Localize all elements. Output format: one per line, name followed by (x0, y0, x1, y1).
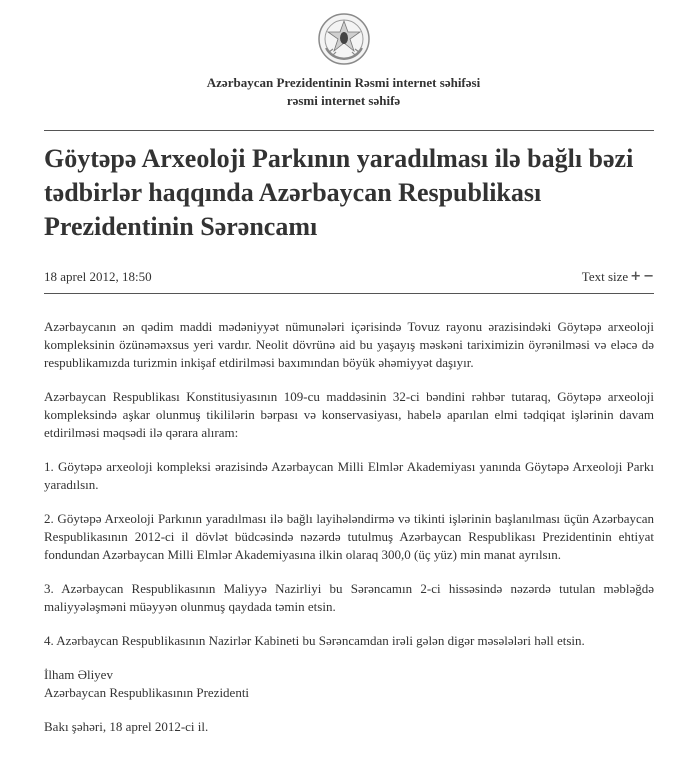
plus-icon[interactable]: + (630, 269, 642, 284)
paragraph: 3. Azərbaycan Respublikasının Maliyyə Nazirliyi bu Sərəncamın 2-ci hissəsində nəzərdə tutulan məbləğdə maliyyələşməni müəyyən olunmuş qaydada təmin etsin. (44, 581, 654, 614)
azerbaijan-emblem-icon[interactable] (317, 12, 371, 66)
text-size-control (582, 268, 654, 286)
meta-divider (44, 293, 654, 294)
paragraph: 1. Göytəpə arxeoloji kompleksi ərazisində Azərbaycan Milli Elmlər Akademiyası yanında Göytəpə Arxeoloji Parkı yaradılsın. (44, 459, 654, 492)
paragraph: Azərbaycanın ən qədim maddi mədəniyyət nümunələri içərisində Tovuz rayonu ərazisindəki Göytəpə arxeoloji kompleksinin özünəməxsus yeri vardır. Neolit dövrünə aid bu yaşayış məskəni tariximizin öyrənilməsi və eləcə də respublikamızda turizmin inkişaf etdirilməsi baxımından böyük əhəmiyyət daşıyır. (44, 319, 654, 370)
site-header (0, 12, 687, 110)
signature-block (44, 666, 654, 702)
document-title: Göytəpə Arxeoloji Parkının yaradılması ilə bağlı bəzi tədbirlər haqqında Azərbaycan Respublikası Prezidentinin Sərəncamı (44, 144, 634, 241)
minus-icon[interactable]: − (643, 269, 654, 284)
document-body (44, 318, 654, 752)
signature-position: Azərbaycan Respublikasının Prezidenti (44, 685, 250, 700)
site-subtitle: rəsmi internet səhifə (286, 93, 401, 108)
signature-name: İlham Əliyev (44, 667, 113, 682)
text-size-label: Text size (581, 269, 629, 284)
place-date: Bakı şəhəri, 18 aprel 2012-ci il. (44, 719, 209, 734)
document-meta (44, 268, 654, 288)
header-divider (44, 130, 654, 131)
paragraph: 2. Göytəpə Arxeoloji Parkının yaradılması ilə bağlı layihələndirmə və tikinti işlərinin başlanılması üçün Azərbaycan Respublikasının 2012-ci il dövlət büdcəsində nəzərdə tutulmuş Azərbaycan Respublikası Prezidentinin ehtiyat fondundan Azərbaycan Milli Elmlər Akademiyasına ilkin olaraq 300,0 (üç yüz) min manat ayrılsın. (44, 511, 654, 562)
paragraph: 4. Azərbaycan Respublikasının Nazirlər Kabineti bu Sərəncamdan irəli gələn digər məsələləri həll etsin. (44, 633, 585, 648)
site-title: Azərbaycan Prezidentinin Rəsmi internet səhifəsi (206, 75, 481, 90)
document-date: 18 aprel 2012, 18:50 (44, 269, 152, 284)
paragraph: Azərbaycan Respublikası Konstitusiyasının 109-cu maddəsinin 32-ci bəndini rəhbər tutaraq, Göytəpə arxeoloji kompleksində aşkar olunmuş tikililərin bərpası və konservasiyası, habelə aparılan elmi tədqiqat işlərinin davam etdirilməsi məqsədi ilə qərara alıram: (44, 389, 654, 440)
